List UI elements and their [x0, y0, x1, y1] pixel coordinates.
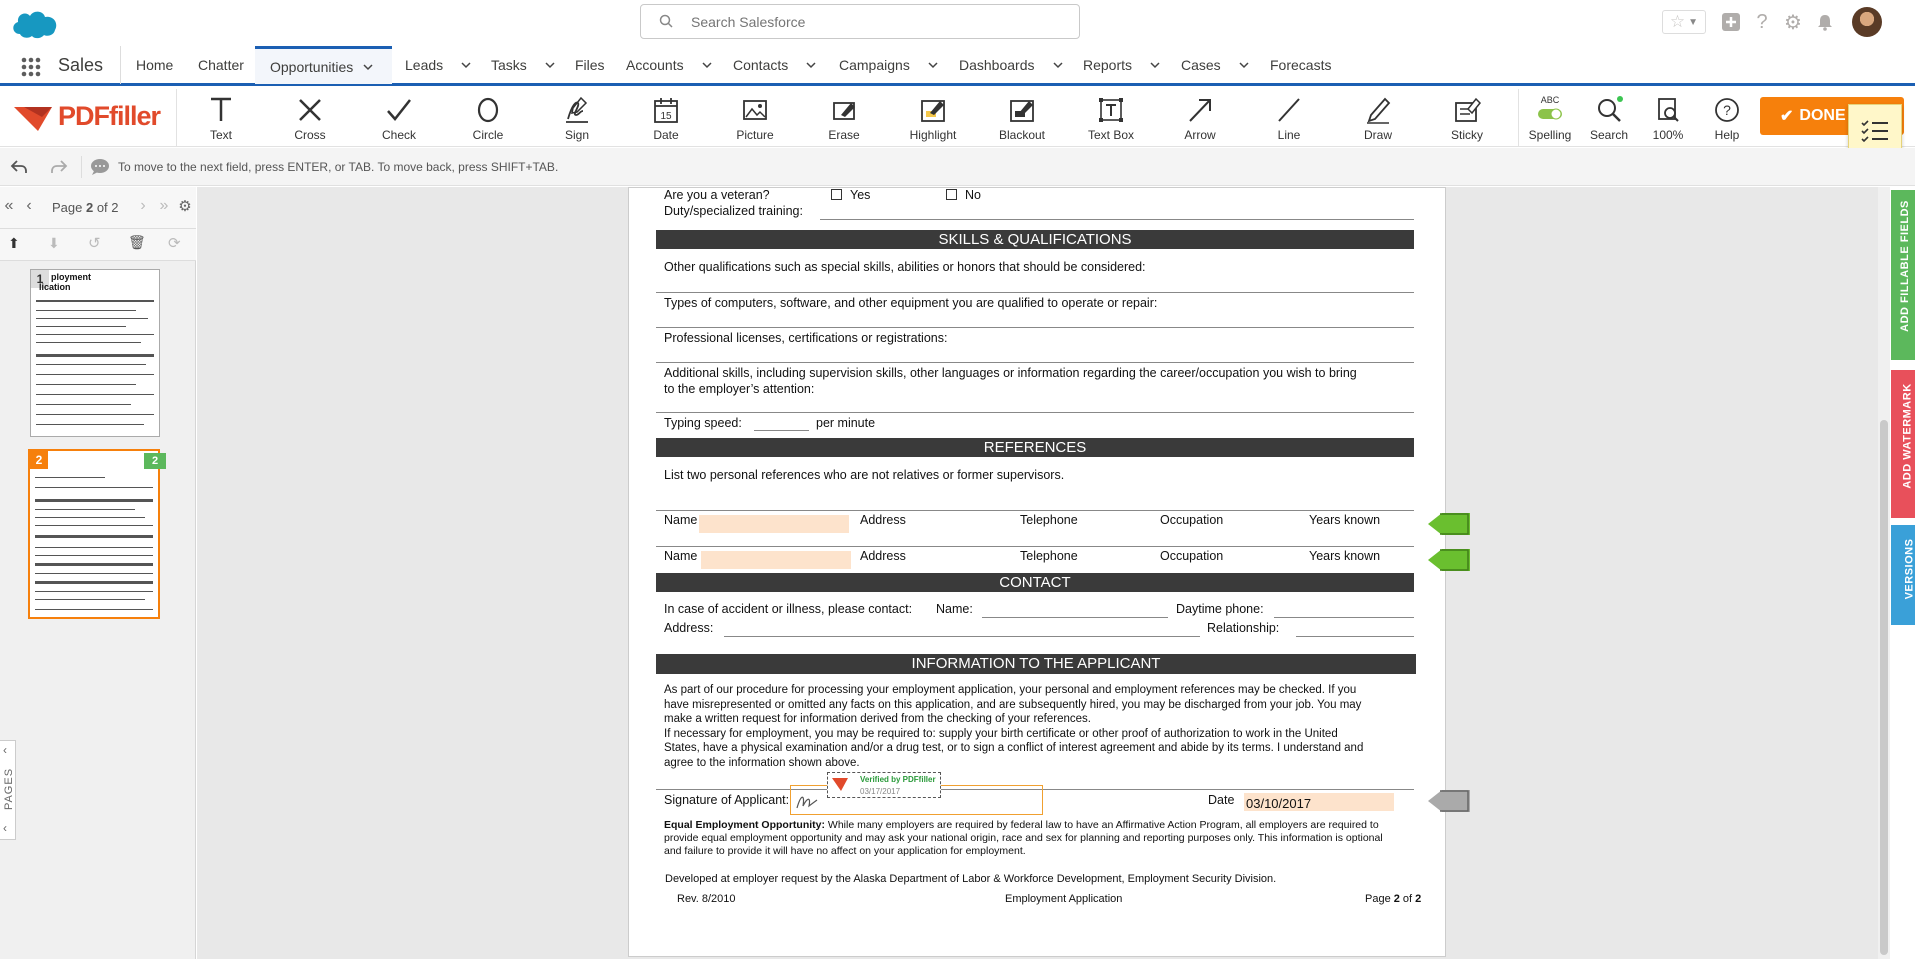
versions-tab[interactable]	[1891, 525, 1915, 625]
licenses-field[interactable]	[656, 362, 1414, 363]
thumbnail-line	[35, 573, 153, 574]
page-navigation	[0, 187, 196, 229]
editor-toolbar	[0, 89, 1915, 147]
contact-relationship-label: Relationship:	[1207, 621, 1280, 635]
ref1-occupation-label: Occupation	[1160, 513, 1224, 527]
hint-bar	[0, 148, 1915, 186]
footer-page	[1365, 893, 1421, 905]
thumbnail-page-number: 1	[31, 270, 49, 288]
q-computers: Types of computers, software, and other equipment you are qualified to operate or repair:	[664, 296, 1158, 310]
veteran-no-checkbox[interactable]	[946, 189, 957, 200]
info-line: have misrepresented or omitted any facts on this application, and are subsequently hired, you may be discharged from your job. You may	[664, 698, 1362, 711]
app-launcher-icon[interactable]	[20, 56, 42, 78]
nav-item-accounts[interactable]	[626, 46, 712, 84]
reference-row-divider	[656, 510, 1414, 511]
zoom-icon	[1653, 95, 1683, 125]
text-tool-icon	[206, 95, 236, 125]
thumbnail-title-line: ployment	[51, 272, 92, 282]
tool-label: Date	[653, 128, 679, 142]
delete-page-trash-icon[interactable]: 🗑	[128, 234, 146, 250]
info-line: If necessary for employment, you may be required to: supply your birth certificate or other proof of authorization to work in the United	[664, 727, 1338, 740]
veteran-no-label: No	[965, 188, 981, 202]
user-avatar[interactable]	[1852, 7, 1882, 37]
hint-text: To move to the next field, press ENTER, or TAB. To move back, press SHIFT+TAB.	[118, 160, 559, 174]
checkmark-icon: ✔	[1780, 108, 1794, 125]
info-line: agree to the information shown above.	[664, 756, 860, 769]
done-label: DONE	[1799, 107, 1846, 124]
chevron-down-icon[interactable]	[1150, 60, 1160, 70]
chevron-down-icon[interactable]	[1239, 60, 1249, 70]
pencil-icon	[1363, 95, 1393, 125]
veteran-yes-checkbox[interactable]	[831, 189, 842, 200]
tool-sign[interactable]	[537, 89, 617, 147]
add-watermark-label: ADD WATERMARK	[1901, 383, 1914, 489]
refresh-page-icon[interactable]: ⟳	[168, 235, 181, 252]
eeo-line: While many employers are required by federal law to have an Affirmative Action Program, all employers are required to	[825, 819, 1379, 831]
tool-label: Blackout	[998, 128, 1046, 142]
contact-daytime-field[interactable]	[1274, 617, 1414, 618]
line-icon	[1274, 95, 1304, 125]
page-thumbnail-1[interactable]	[30, 269, 160, 437]
pages-panel-toggle[interactable]	[0, 740, 16, 840]
pdffiller-logo-icon	[831, 776, 849, 792]
last-page-button[interactable]: »	[159, 197, 169, 214]
spelling-badge: ABC	[1540, 95, 1560, 105]
info-line: As part of our procedure for processing your employment application, your personal and employment references may be checked. If you	[664, 684, 1357, 696]
thumbnail-page-number: 2	[30, 451, 48, 469]
footer-page-mid: of	[1399, 893, 1416, 905]
tool-date[interactable]	[626, 89, 706, 147]
nav-item-tasks[interactable]	[491, 46, 555, 84]
ref2-name-field[interactable]	[701, 551, 851, 569]
ref1-address-label: Address	[860, 513, 906, 527]
date-label: Date	[1208, 793, 1235, 807]
thumbnail-line	[36, 326, 126, 327]
field-pointer-gray-icon[interactable]	[1428, 790, 1470, 812]
contact-name-field[interactable]	[982, 617, 1168, 618]
tool-help[interactable]	[1687, 89, 1767, 147]
section-header-references: REFERENCES	[656, 438, 1414, 457]
thumbnail-line	[35, 599, 145, 600]
tool-label: Check	[381, 128, 416, 142]
tool-label: Sticky	[1450, 128, 1483, 142]
thumbnail-line	[36, 342, 141, 343]
q-additional-line1: Additional skills, including supervision skills, other languages or information regarding the career/occupation you wish to bring	[664, 366, 1357, 380]
footer-title: Employment Application	[1005, 893, 1123, 905]
question-icon: ?	[1756, 10, 1768, 33]
thumbnail-line	[36, 300, 154, 302]
ref1-name-label: Name	[664, 513, 698, 527]
tool-arrow[interactable]	[1160, 89, 1240, 147]
tool-label: Search	[1589, 128, 1629, 142]
nav-item-dashboards[interactable]	[959, 46, 1063, 84]
footer-page-num: 2	[1393, 893, 1400, 905]
app-name: Sales	[58, 55, 104, 75]
calendar-icon-number: 15	[660, 111, 672, 122]
calendar-icon	[651, 95, 681, 125]
global-search[interactable]	[640, 4, 1080, 39]
tool-circle[interactable]	[448, 89, 528, 147]
section-header-skills: SKILLS & QUALIFICATIONS	[656, 230, 1414, 249]
tool-label: Help	[1714, 128, 1740, 142]
prev-page-button[interactable]: ‹	[26, 197, 32, 214]
tool-picture[interactable]	[715, 89, 795, 147]
thumbnail-line	[35, 499, 153, 502]
thumbnail-line	[36, 414, 154, 415]
info-line: make a written request for information derived from the checking of your references.	[664, 713, 1091, 725]
tool-line[interactable]	[1249, 89, 1329, 147]
thumbnail-line	[35, 509, 135, 510]
ref2-telephone-label: Telephone	[1020, 549, 1078, 563]
verified-stamp[interactable]	[827, 772, 941, 798]
pages-sidebar	[0, 187, 196, 959]
thumbnail-line	[35, 487, 153, 488]
thumbnail-line	[35, 517, 145, 518]
rotate-page-icon[interactable]: ↺	[88, 235, 101, 252]
nav-item-label: Leads	[405, 57, 444, 73]
fillable-fields-badge: 2	[144, 453, 166, 469]
thumbnail-line	[35, 591, 153, 592]
page-thumbnail-2[interactable]	[28, 449, 160, 619]
tool-label: Highlight	[909, 128, 957, 142]
ref2-years-label: Years known	[1309, 549, 1381, 563]
help-icon	[1712, 95, 1742, 125]
circle-icon	[473, 95, 503, 125]
eeo-paragraph	[664, 819, 1383, 858]
tool-label: Erase	[828, 128, 860, 142]
search-icon	[659, 14, 673, 28]
thumbnail-line	[36, 364, 146, 365]
search-input[interactable]	[691, 12, 1061, 32]
checklist-icon	[1860, 118, 1890, 144]
pdffiller-logo	[12, 101, 160, 133]
nav-item-label: Chatter	[198, 57, 244, 73]
nav-item-label: Dashboards	[959, 57, 1035, 73]
ref2-occupation-label: Occupation	[1160, 549, 1224, 563]
versions-label: VERSIONS	[1903, 538, 1915, 600]
nav-item-leads[interactable]	[405, 46, 471, 84]
chevron-down-icon[interactable]	[702, 60, 712, 70]
q-other-qualifications: Other qualifications such as special skills, abilities or honors that should be considered:	[664, 260, 1146, 274]
tool-label: Sign	[564, 128, 590, 142]
global-actions-button[interactable]	[1718, 9, 1744, 35]
contact-emergency-label: In case of accident or illness, please contact:	[664, 602, 913, 616]
add-watermark-tab[interactable]	[1891, 370, 1915, 518]
field-pointer-green-icon[interactable]	[1428, 513, 1470, 535]
toolbar-divider	[176, 89, 177, 147]
thumbnail-line	[36, 318, 148, 319]
bell-icon	[1816, 13, 1834, 31]
toggle-icon[interactable]	[1537, 107, 1563, 121]
contact-address-label: Address:	[664, 621, 714, 635]
svg-text:?: ?	[1723, 102, 1731, 118]
eraser-icon	[829, 95, 859, 125]
blackout-icon	[1007, 95, 1037, 125]
developed-by-note: Developed at employer request by the Alaska Department of Labor & Workforce Development, Employment Security Division.	[665, 873, 1277, 885]
reference-row-divider	[656, 546, 1414, 547]
nav-item-forecasts[interactable]	[1270, 46, 1341, 84]
thumbnail-line	[36, 394, 154, 395]
thumbnail-line	[35, 525, 153, 526]
footer-page-total: 2	[1415, 893, 1422, 905]
arrow-icon	[1185, 95, 1215, 125]
veteran-question: Are you a veteran?	[664, 188, 770, 202]
tool-textbox[interactable]	[1071, 89, 1151, 147]
thumbnail-line	[35, 547, 153, 548]
section-header-contact: CONTACT	[656, 573, 1414, 592]
first-page-button[interactable]: «	[4, 197, 14, 214]
tool-label: Picture	[736, 128, 774, 142]
eeo-heading: Equal Employment Opportunity:	[664, 819, 826, 831]
thumbnail-line	[35, 555, 153, 556]
plus-icon	[1721, 12, 1741, 32]
thumbnail-line	[36, 424, 144, 425]
nav-item-label: Reports	[1083, 57, 1133, 73]
tool-label: Circle	[472, 128, 504, 142]
field-pointer-green-icon[interactable]	[1428, 549, 1470, 571]
chevron-down-icon[interactable]	[461, 60, 471, 70]
page-label-total: of 2	[93, 200, 119, 215]
other-qualifications-field[interactable]	[656, 292, 1414, 293]
footer-page-pre: Page	[1365, 893, 1394, 905]
section-header-information: INFORMATION TO THE APPLICANT	[656, 654, 1416, 674]
search-icon	[1594, 95, 1624, 125]
page-current: 2	[85, 200, 94, 215]
redo-icon[interactable]	[50, 159, 68, 175]
tool-label: Line	[1277, 128, 1301, 142]
add-fillable-fields-label: ADD FILLABLE FIELDS	[1898, 200, 1911, 332]
tool-cross[interactable]	[270, 89, 350, 147]
typing-speed-field[interactable]	[754, 430, 809, 431]
next-page-button[interactable]: ›	[140, 197, 146, 214]
cross-icon	[295, 95, 325, 125]
q-additional-line2: to the employer’s attention:	[664, 382, 815, 396]
tool-text[interactable]	[181, 89, 261, 147]
thumbnail-line	[36, 310, 136, 311]
scrollbar-thumb[interactable]	[1880, 420, 1888, 955]
signature-scribble	[795, 792, 819, 812]
tool-label: Draw	[1363, 128, 1392, 142]
highlight-icon	[918, 95, 948, 125]
eeo-line: provide equal employment opportunity and may ask your national origin, race and sex for planning and reporting purposes only. This information is optional	[664, 832, 1383, 844]
thumbnail-line	[36, 384, 136, 385]
textbox-icon	[1096, 95, 1126, 125]
info-line: States, have a physical examination and/or a drug test, or to sign a conflict of interest agreement and abide by its terms. I understand and	[664, 742, 1364, 754]
page-tools	[0, 229, 196, 261]
sticky-note-icon	[1452, 95, 1482, 125]
duty-training-label: Duty/specialized training:	[664, 204, 803, 218]
contact-daytime-label: Daytime phone:	[1176, 602, 1264, 616]
nav-item-cases[interactable]	[1181, 46, 1249, 84]
picture-icon	[740, 95, 770, 125]
global-header	[0, 0, 1915, 46]
favorites-button[interactable]	[1662, 10, 1706, 34]
thumbnail-line	[36, 334, 154, 335]
tool-highlight[interactable]	[893, 89, 973, 147]
nav-item-files[interactable]	[575, 46, 615, 84]
nav-item-opportunities[interactable]	[255, 46, 392, 84]
app-nav-bar	[0, 46, 1915, 86]
chevron-down-icon[interactable]	[928, 60, 938, 70]
ref1-name-field[interactable]	[699, 515, 849, 533]
thumbnail-line	[35, 609, 153, 610]
tool-blackout[interactable]	[982, 89, 1062, 147]
pdffiller-logo-icon	[12, 103, 56, 133]
nav-item-label: Home	[136, 57, 174, 73]
undo-icon[interactable]	[10, 159, 28, 175]
page-indicator	[52, 200, 119, 215]
pages-tab-label: PAGES	[3, 767, 16, 811]
duty-training-field[interactable]	[820, 219, 1414, 220]
setup-button[interactable]	[1780, 9, 1806, 35]
tool-label: Text	[209, 128, 232, 142]
page-label-pre: Page	[52, 200, 86, 215]
tool-label: Text Box	[1087, 128, 1135, 142]
tool-label: Cross	[294, 128, 326, 142]
check-icon	[384, 95, 414, 125]
contact-address-field[interactable]	[724, 636, 1200, 637]
info-paragraph-1	[664, 683, 1363, 770]
move-page-up-icon[interactable]: ⬆	[8, 235, 20, 251]
thumbnail-title-line: lication	[39, 282, 71, 292]
verified-label: Verified by PDFfiller	[860, 775, 936, 784]
sign-icon	[562, 95, 592, 125]
computers-field[interactable]	[656, 327, 1414, 328]
tool-sticky[interactable]	[1427, 89, 1507, 147]
nav-divider	[120, 46, 121, 84]
nav-item-campaigns[interactable]	[839, 46, 938, 84]
nav-item-label: Tasks	[491, 57, 527, 73]
nav-item-label: Forecasts	[1270, 57, 1332, 73]
help-button[interactable]	[1749, 9, 1775, 35]
chevron-down-icon[interactable]	[363, 62, 373, 72]
notifications-button[interactable]	[1812, 9, 1838, 35]
nav-item-label: Contacts	[733, 57, 789, 73]
date-value: 03/10/2017	[1246, 796, 1312, 811]
nav-item-label: Files	[575, 57, 605, 73]
salesforce-logo[interactable]	[10, 6, 60, 40]
footer-revision: Rev. 8/2010	[677, 893, 736, 905]
chevron-down-icon: ▼	[1688, 16, 1699, 28]
speech-bubble-icon	[90, 158, 110, 176]
contact-name-label: Name:	[936, 602, 973, 616]
tool-label: Spelling	[1528, 128, 1572, 142]
chevron-down-icon[interactable]	[545, 60, 555, 70]
tool-erase[interactable]	[804, 89, 884, 147]
ref1-telephone-label: Telephone	[1020, 513, 1078, 527]
ref2-name-label: Name	[664, 549, 698, 563]
signature-label: Signature of Applicant:	[664, 793, 790, 807]
eeo-line: and failure to provide it will have no affect on your application for employment.	[664, 845, 1026, 857]
nav-item-label: Campaigns	[839, 57, 910, 73]
chevron-left-icon: ‹	[3, 821, 7, 835]
typing-per-minute: per minute	[816, 416, 876, 430]
add-fillable-fields-tab[interactable]	[1891, 190, 1915, 360]
tool-label: 100%	[1652, 128, 1684, 142]
pdffiller-logo-text: PDFfiller	[58, 101, 161, 131]
verified-date: 03/17/2017	[860, 787, 901, 796]
star-icon: ☆	[1669, 12, 1686, 31]
page-settings-gear-icon[interactable]: ⚙	[178, 198, 192, 215]
references-intro: List two personal references who are not relatives or former supervisors.	[664, 468, 1065, 482]
tool-label: Arrow	[1184, 128, 1216, 142]
gear-icon: ⚙	[1784, 11, 1802, 34]
thumbnail-line	[36, 354, 154, 357]
chevron-down-icon[interactable]	[806, 60, 816, 70]
nav-item-home[interactable]	[136, 46, 183, 84]
thumbnail-line	[35, 477, 105, 478]
ref1-years-label: Years known	[1309, 513, 1381, 527]
veteran-yes-label: Yes	[850, 188, 871, 202]
nav-item-label: Opportunities	[270, 58, 354, 75]
thumbnail-line	[35, 535, 153, 538]
typing-speed-label: Typing speed:	[664, 416, 742, 430]
ref2-address-label: Address	[860, 549, 906, 563]
nav-item-label: Accounts	[626, 57, 684, 73]
thumbnail-line	[35, 581, 153, 584]
additional-skills-field[interactable]	[656, 412, 1414, 413]
q-licenses: Professional licenses, certifications or registrations:	[664, 331, 948, 345]
chevron-left-icon: ‹	[3, 743, 7, 757]
thumbnail-line	[36, 374, 154, 375]
contact-relationship-field[interactable]	[1296, 636, 1414, 637]
thumbnail-line	[35, 563, 153, 566]
tool-check[interactable]	[359, 89, 439, 147]
nav-item-label: Cases	[1181, 57, 1221, 73]
chevron-down-icon[interactable]	[1053, 60, 1063, 70]
tool-draw[interactable]	[1338, 89, 1418, 147]
thumbnail-line	[36, 404, 131, 405]
nav-item-contacts[interactable]	[733, 46, 816, 84]
move-page-down-icon[interactable]: ⬇	[48, 235, 60, 251]
hint-divider	[81, 156, 82, 178]
nav-item-reports[interactable]	[1083, 46, 1160, 84]
nav-item-chatter[interactable]	[198, 46, 254, 84]
